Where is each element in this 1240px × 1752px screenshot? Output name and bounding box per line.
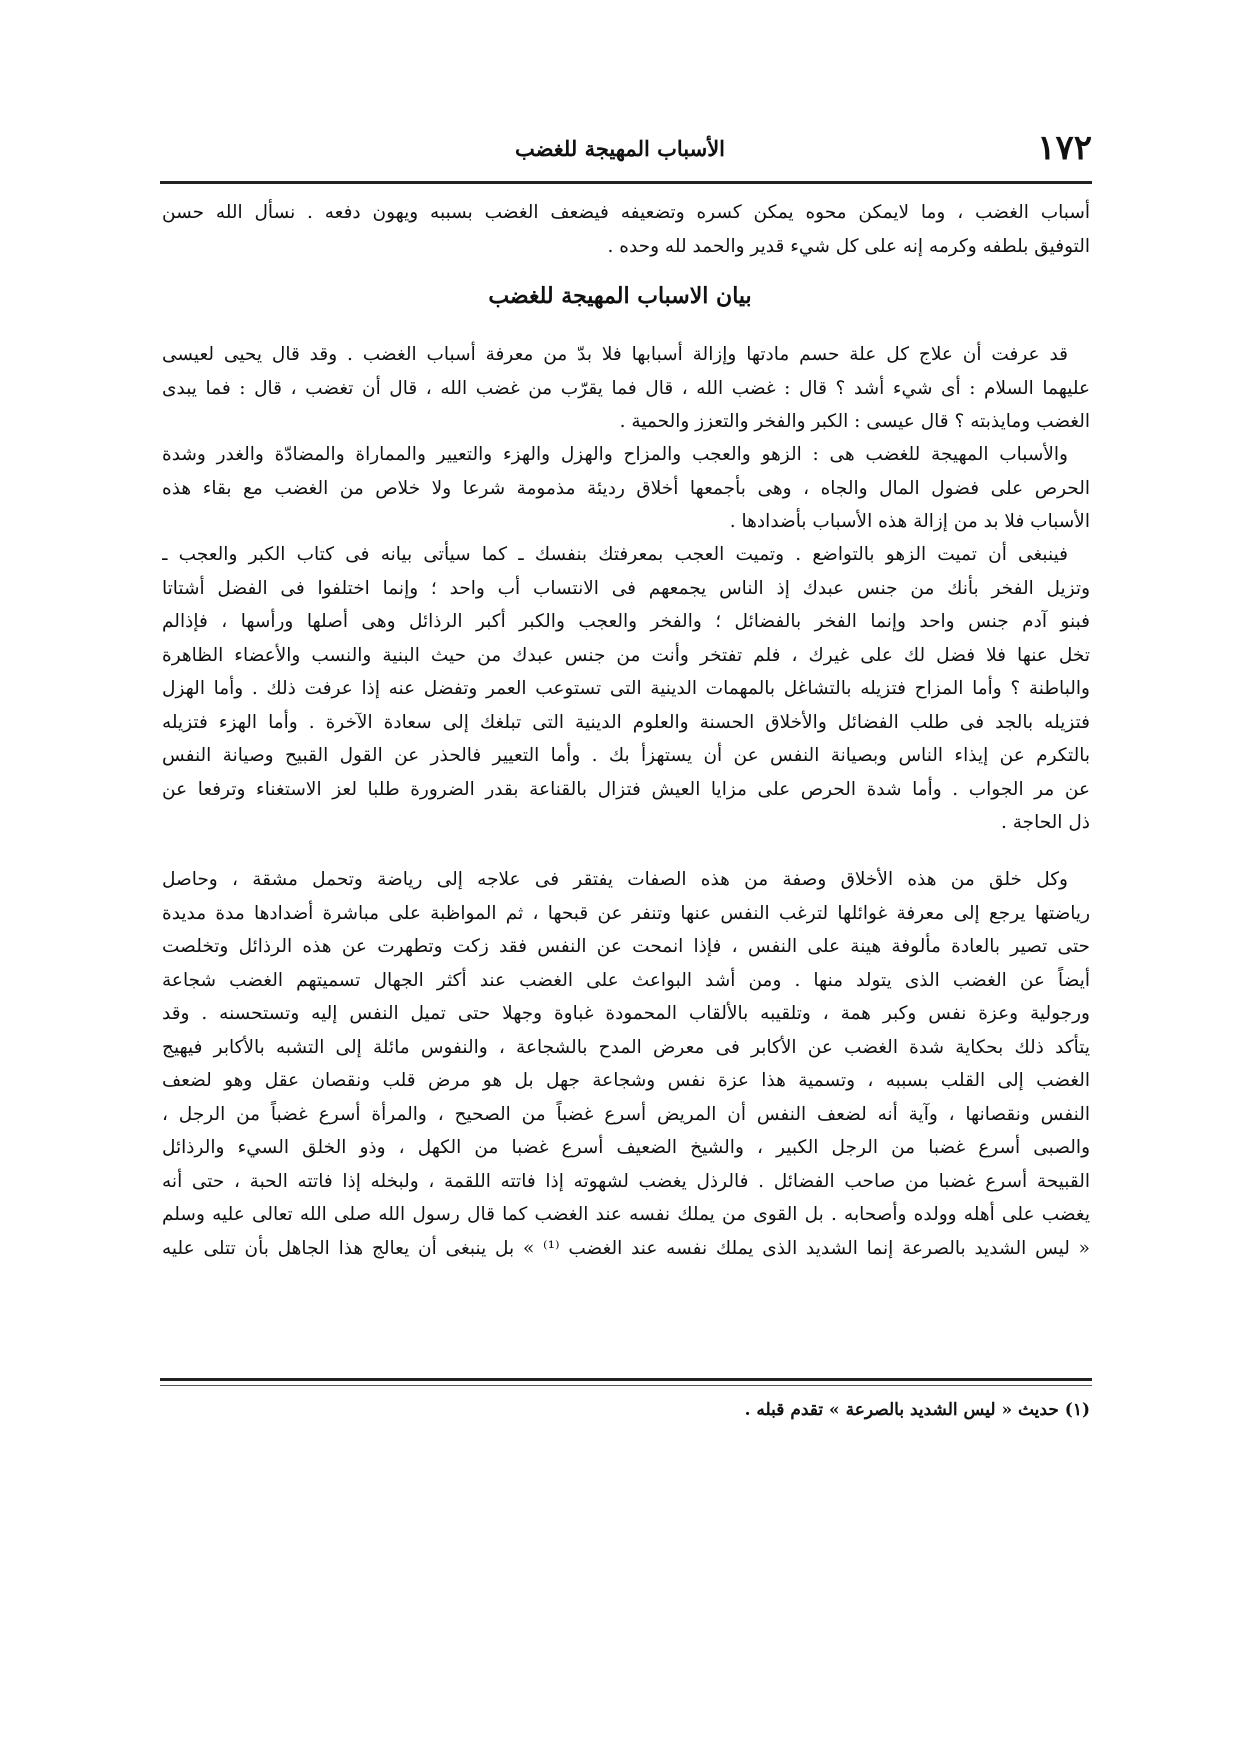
text-line: والباطنة ؟ وأما المزاح فتزيله بالتشاغل بالمهمات الدينية التى تستوعب العمر وتفضل عنه إذا عرفت ذلك . وأما الهزل — [162, 678, 1090, 699]
text-line: يتأكد ذلك بحكاية شدة الغضب عن الأكابر فى معرض المدح بالشجاعة ، والنفوس مائلة إلى التشبه بالأكابر فيهيج — [162, 1036, 1090, 1058]
section-heading: بيان الاسباب المهيجة للغضب — [488, 283, 752, 309]
paragraph-intro — [162, 196, 1090, 263]
text-line: وكل خلق من هذه الأخلاق وصفة من هذه الصفات يفتقر فى علاجه إلى رياضة وتحمل مشقة ، وحاصل — [162, 869, 1068, 890]
paragraph — [162, 538, 1090, 840]
text-line: تخل عنها فلا فضل لك على غيرك ، فلم تفتخر وأنت من جنس عبدك من حيث البنية والنسب والأعضاء الظاهرة — [162, 644, 1090, 666]
paragraph — [162, 338, 1090, 439]
paragraph — [162, 863, 1090, 1265]
footnote-rule — [160, 1378, 1092, 1386]
text-line: القبيحة أسرع غضبا من صاحب الفضائل . فالرذل يغضب لشهوته إذا فاتته اللقمة ، ولبخله إذا فاتته الحبة ، حتى أنه — [162, 1170, 1090, 1192]
text-line: الغضب ومايذبته ؟ قال عيسى : الكبر والفخر والتعزز والحمية . — [619, 411, 1090, 432]
text-line: عليهما السلام : أى شيء أشد ؟ قال : غضب الله ، قال فما يقرّب من غضب الله ، قال أن تغضب ، قال : فما يبدى — [162, 377, 1090, 399]
header-rule — [160, 181, 1092, 184]
text-line: الأسباب فلا بد من إزالة هذه الأسباب بأضدادها . — [729, 511, 1090, 532]
text-line: فتزيله بالجد فى طلب الفضائل والأخلاق الحسنة والعلوم الدينية التى تبلغك إلى سعادة الآخرة . وأما الهزء فتزيله — [162, 711, 1090, 733]
text-line: يغضب على أهله وولده وأصحابه . بل القوى من يملك نفسه عند الغضب كما قال رسول الله صلى الله تعالى عليه وسلم — [162, 1204, 1090, 1225]
text-line: أيضاً عن الغضب الذى يتولد منها . ومن أشد البواعث على الغضب عند أكثر الجهال تسميتهم الغضب شجاعة — [162, 969, 1090, 991]
text-line: فبنو آدم جنس واحد وإنما الفخر بالفضائل ؛ والفخر والعجب والكبر أكبر الرذائل وهى أصلها ورأسها ، فإذالم — [162, 611, 1090, 632]
text-line: وتزيل الفخر بأنك من جنس عبدك إذ الناس يجمعهم فى الانتساب أب واحد ؛ وإنما اختلفوا فى الفضل أشتاتا — [162, 577, 1090, 599]
text-line: النفس ونقصانها ، وآية أنه لضعف النفس أن المريض أسرع غضباً من الصحيح ، والمرأة أسرع غضباً من الرجل ، — [162, 1103, 1090, 1125]
text-line: ذل الحاجة . — [1000, 812, 1090, 833]
text-line: والصبى أسرع غضبا من الرجل الكبير ، والشيخ الضعيف أسرع غضبا من الكهل ، وذو الخلق السيء والرذائل — [162, 1137, 1090, 1158]
text-line: قد عرفت أن علاج كل علة حسم مادتها وإزالة أسبابها فلا بدّ من معرفة أسباب الغضب . وقد قال يحيى لعيسى — [162, 344, 1068, 365]
text-line: بالتكرم عن إيذاء الناس وبصيانة النفس عن أن يستهزأ بك . وأما التعيير فالحذر عن القول القبيح وصيانة النفس — [162, 745, 1090, 766]
text-line: أسباب الغضب ، وما لايمكن محوه يمكن كسره وتضعيفه فيضعف الغضب بسببه ويهون دفعه . نسأل الله حسن — [162, 202, 1090, 223]
text-line: ورجولية وعزة نفس وكبر همة ، وتلقيبه بالألقاب المحمودة غباوة وجهلا حتى تميل النفس إليه وتستحسنه . وقد — [162, 1003, 1090, 1024]
text-line: فينبغى أن تميت الزهو بالتواضع . وتميت العجب بمعرفتك بنفسك ـ كما سيأتى بيانه فى كتاب الكبر والعجب ـ — [162, 544, 1068, 565]
paragraph — [162, 438, 1090, 539]
text-line: والأسباب المهيجة للغضب هى : الزهو والعجب والمزاح والهزل والهزء والتعيير والمماراة والمضادّة والغدر وشدة — [162, 444, 1068, 465]
text-line: الحرص على فضول المال والجاه ، وهى بأجمعها أخلاق رديئة مذمومة شرعا ولا خلاص من الغضب مع بقاء هذه — [162, 477, 1090, 499]
running-title: الأسباب المهيجة للغضب — [514, 136, 726, 161]
text-line: حتى تصير بالعادة مألوفة هينة على النفس ، فإذا انمحت عن النفس فقد زكت وتطهرت عن هذه الرذائل وتخلصت — [162, 936, 1090, 957]
text-line: التوفيق بلطفه وكرمه إنه على كل شيء قدير والحمد لله وحده . — [607, 235, 1090, 257]
page-number: ١٧٢ — [1037, 128, 1092, 168]
footnote: (١) حديث « ليس الشديد بالصرعة » تقدم قبله . — [744, 1400, 1090, 1420]
text-line: « ليس الشديد بالصرعة إنما الشديد الذى يملك نفسه عند الغضب ⁽¹⁾ » بل ينبغى أن يعالج هذا الجاهل بأن تتلى عليه — [162, 1237, 1090, 1259]
text-line: الغضب إلى القلب بسببه ، وتسمية هذا عزة نفس وشجاعة جهل بل هو مرض قلب ونقصان عقل وهو لضعف — [162, 1070, 1090, 1091]
text-line: رياضتها يرجع إلى معرفة غوائلها لترغب النفس عنها وتنفر عن قبحها ، ثم المواظبة على مباشرة أضدادها مدة مديدة — [162, 902, 1090, 924]
text-line: عن مر الجواب . وأما شدة الحرص على مزايا العيش فتزال بالقناعة بقدر الضرورة طلبا لعز الاستغناء وترفعا عن — [162, 778, 1090, 800]
